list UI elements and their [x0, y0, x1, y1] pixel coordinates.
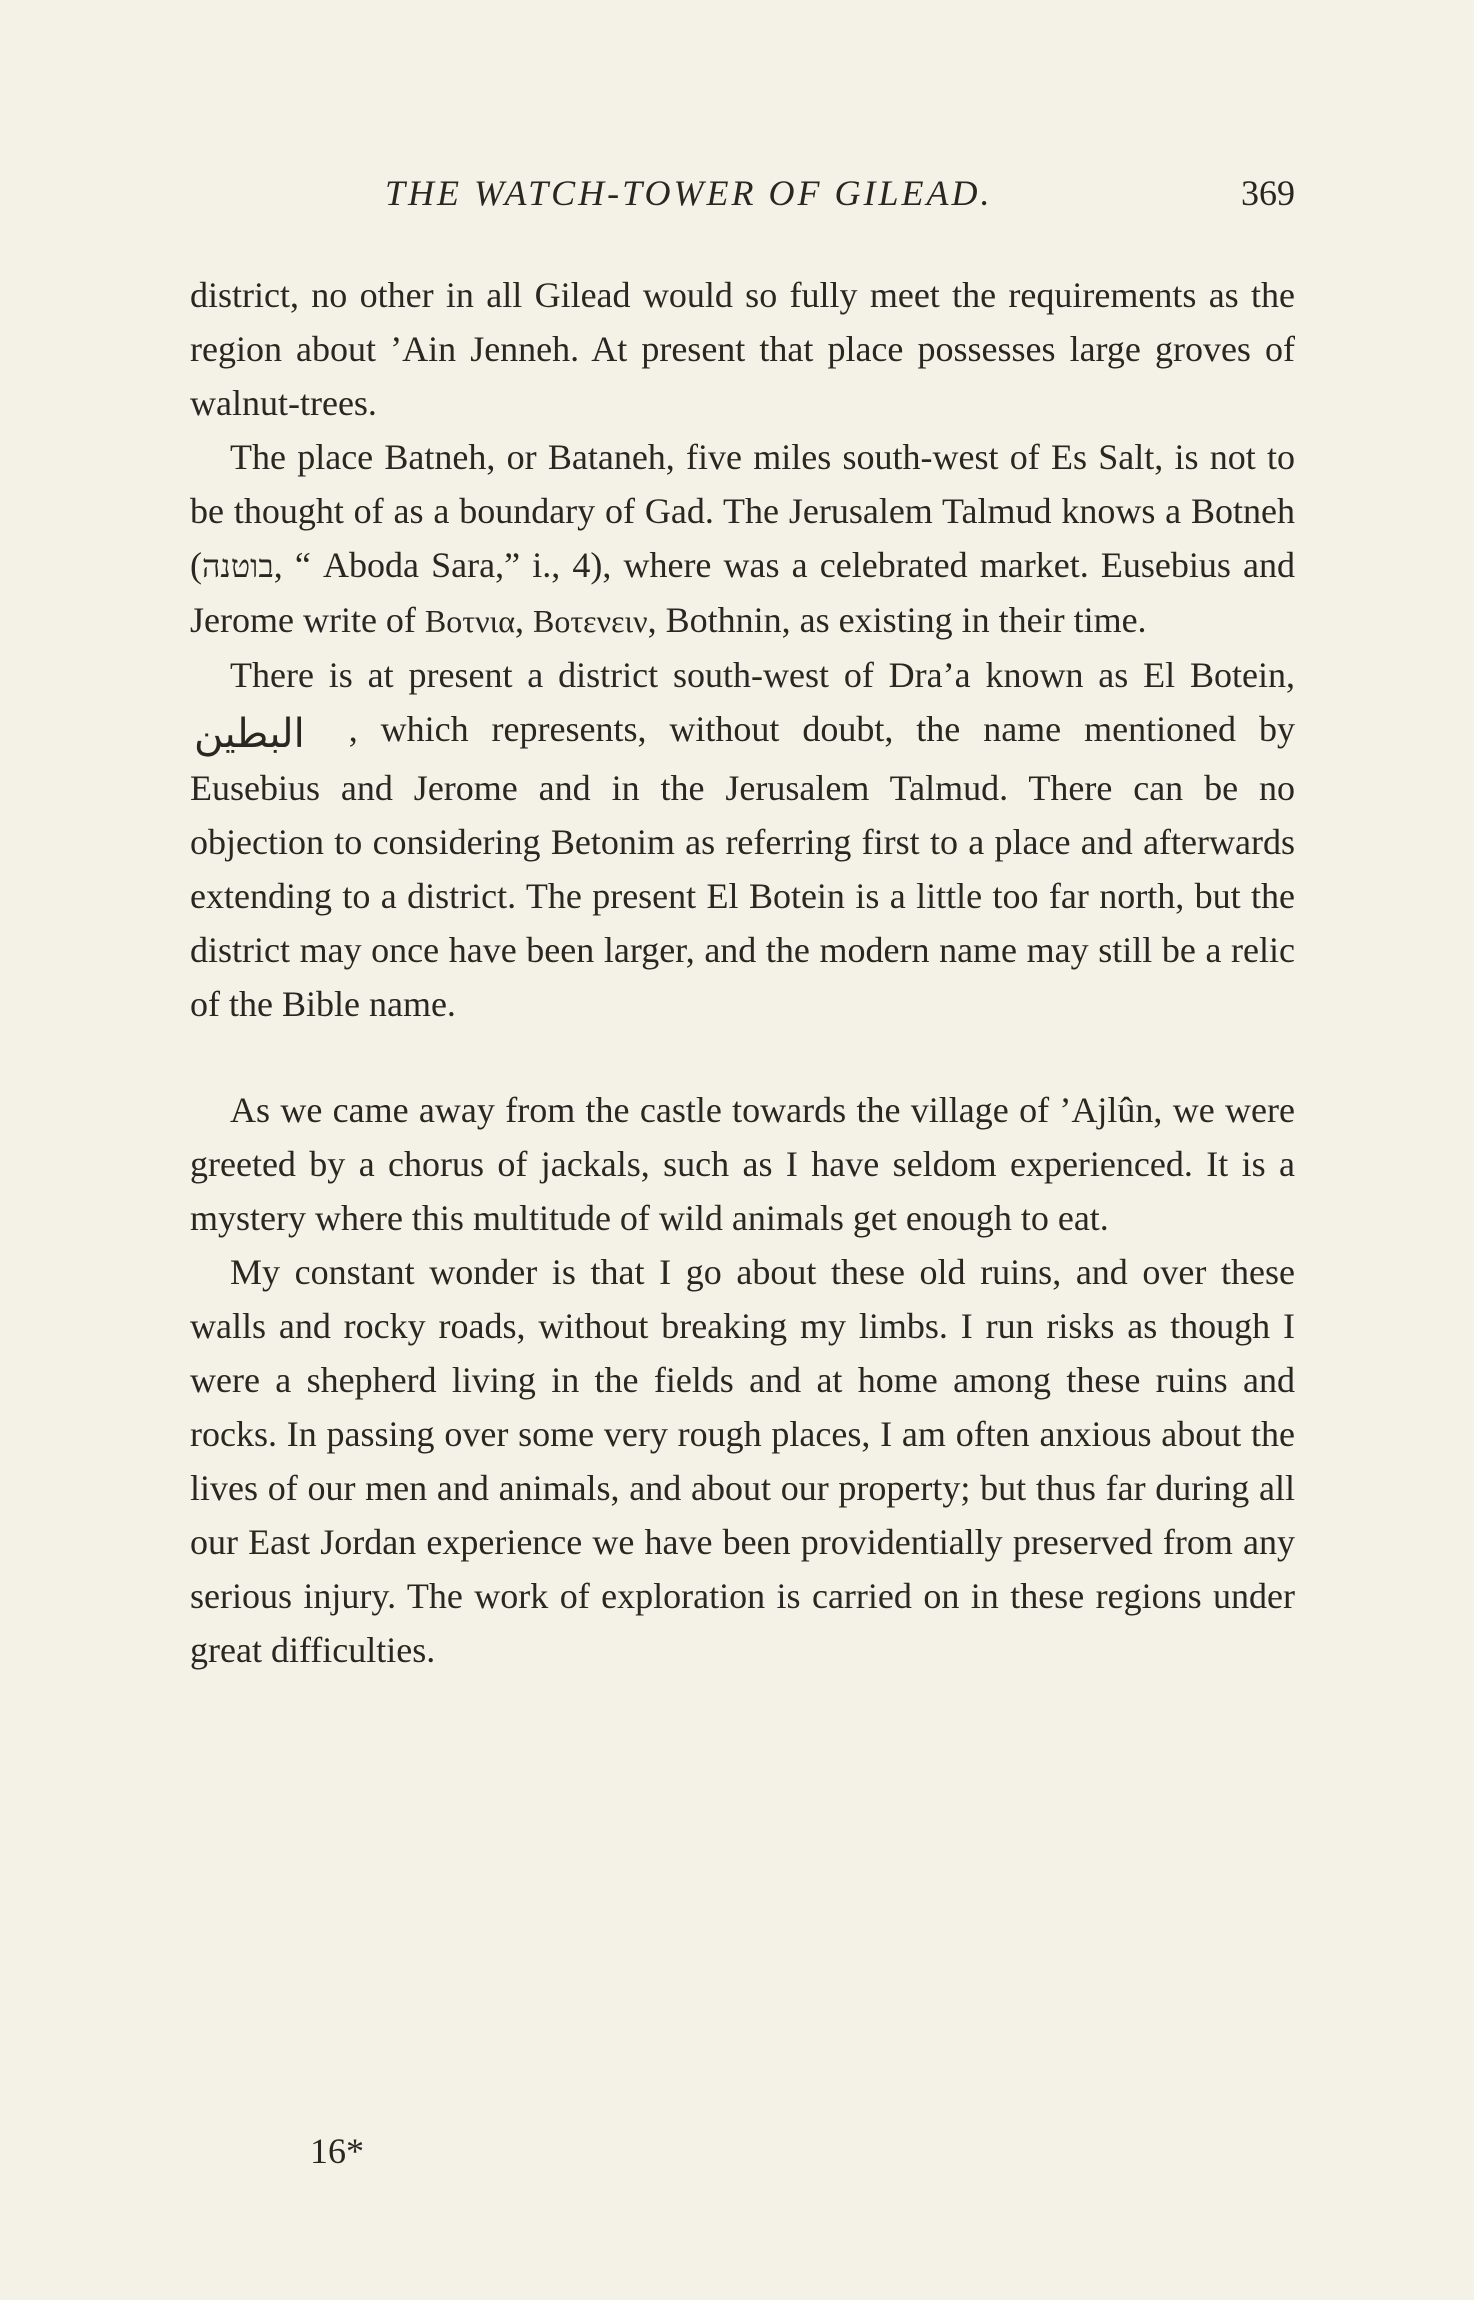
paragraph-4: As we came away from the castle towards the village of ’Ajlûn, we were greeted by a chorus of jackals, such as I have seldom experienced. It is a mystery where this multitude of wild animals get enough to eat.	[190, 1090, 1295, 1238]
paragraph-2	[190, 430, 1295, 648]
paragraph-5: My constant wonder is that I go about these old ruins, and over these walls and rocky roads, without breaking my limbs. I run risks as though I were a shepherd living in the fields and at home among these ruins and rocks. In passing over some very rough places, I am often anxious about the lives of our men and animals, and about our property; but thus far during all our East Jordan experience we have been providentially preserved from any serious injury. The work of exploration is carried on in these regions under great difficulties.	[190, 1252, 1295, 1670]
paragraph-2-text-d: , Bothnin, as existing in their time.	[647, 600, 1147, 640]
paragraph-3-text-a: There is at present a district south-west of Dra’a known as El Botein,	[230, 655, 1295, 695]
paragraph-3	[190, 648, 1295, 1031]
body-text	[190, 268, 1295, 1677]
paragraph-2-text-c: ,	[514, 600, 533, 640]
paragraph-2-text-b: , “ Aboda Sara,” i., 4), where was a celebrated market. Eusebius and Jerome write of	[190, 545, 1295, 640]
running-title: THE WATCH-TOWER OF GILEAD.	[385, 173, 993, 213]
page-number: 369	[1241, 173, 1295, 213]
paragraph-2-text-a: The place Batneh, or Bataneh, five miles south-west of Es Salt, is not to be thought of as a boundary of Gad. The Jerusalem Talmud knows a Botneh (	[190, 437, 1295, 585]
paragraph-1: district, no other in all Gilead would so fully meet the requirements as the region about ’Ain Jenneh. At present that place possesses large groves of walnut-trees.	[190, 275, 1295, 423]
paragraph-3-text-b: , which represents, without doubt, the name mentioned by Eusebius and Jerome and in the Jerusalem Talmud. There can be no objection to considering Betonim as referring first to a place and afterwards extending to a district. The present El Botein is a little too far north, but the district may once have been larger, and the modern name may still be a relic of the Bible name.	[190, 709, 1295, 1024]
hebrew-word: בוטנה	[202, 548, 274, 584]
page-header	[190, 172, 1295, 222]
arabic-word: البطين	[194, 711, 305, 757]
greek-word-2: Βοτενειν	[532, 603, 648, 639]
signature-mark: 16*	[310, 2131, 364, 2171]
greek-word-1: Βοτνια	[424, 603, 515, 639]
